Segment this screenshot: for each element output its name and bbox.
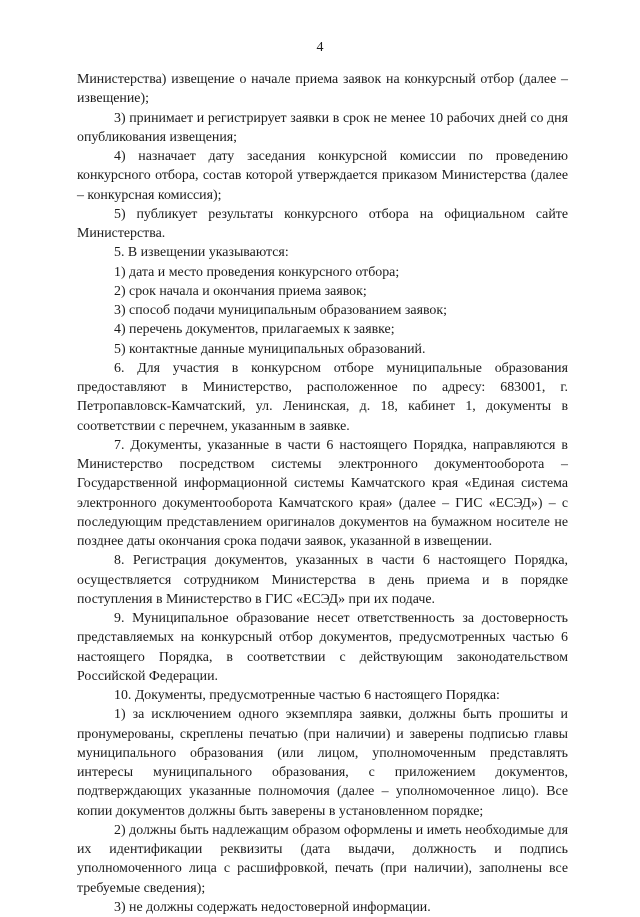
paragraph-item-4-commission-date: 4) назначает дату заседания конкурсной комиссии по проведению конкурсного отбора, состав которой утверждается приказом Министерства (далее – конкурсная комиссия); <box>77 149 568 203</box>
paragraph-item-5-publish-results: 5) публикует результаты конкурсного отбора на официальном сайте Министерства. <box>77 206 568 241</box>
paragraph-section-5: 5. В извещении указываются: <box>114 245 289 261</box>
paragraph-section-10-item-3: 3) не должны содержать недостоверной информации. <box>114 899 431 915</box>
paragraph-section-5-item-3: 3) способ подачи муниципальным образованием заявок; <box>114 303 447 318</box>
paragraph-section-10-item-1: 1) за исключением одного экземпляра заявки, должны быть прошиты и пронумерованы, скреплены печатью (при наличии) и заверены подписью главы муниципального образования (или лицом, уполномоченным представлять интересы муниципального образования, с приложением документов, подтверждающих указанные полномочия (далее – уполномоченное лицо). Все копии документов должны быть заверены в установленном порядке; <box>77 707 568 819</box>
page-number: 4 <box>316 40 324 55</box>
paragraph-section-10: 10. Документы, предусмотренные частью 6 настоящего Порядка: <box>114 688 500 703</box>
paragraph-section-5-item-2: 2) срок начала и окончания приема заявок; <box>114 283 367 299</box>
paragraph-section-9: 9. Муниципальное образование несет ответственность за достоверность представляемых на конкурсный отбор документов, предусмотренных частью 6 настоящего Порядка, в соответствии с действующим законодательством Российской Федерации. <box>77 611 568 684</box>
paragraph-section-8: 8. Регистрация документов, указанных в части 6 настоящего Порядка, осуществляется сотрудником Министерства в день приема и в порядке поступления в Министерство в ГИС «ЕСЭД» при их подаче. <box>77 553 568 607</box>
paragraph-section-10-item-2: 2) должны быть надлежащим образом оформлены и иметь необходимые для их идентификации реквизиты (дата выдачи, должность и подпись уполномоченного лица с расшифровкой, печать (при наличии), заполнены все требуемые сведения); <box>77 822 568 896</box>
paragraph-continuation: Министерства) извещение о начале приема заявок на конкурсный отбор (далее – извещение); <box>77 72 568 107</box>
document-body <box>77 70 568 917</box>
paragraph-section-5-item-1: 1) дата и место проведения конкурсного отбора; <box>114 264 400 280</box>
paragraph-item-3-accept-register: 3) принимает и регистрирует заявки в срок не менее 10 рабочих дней со дня опубликования извещения; <box>77 110 568 145</box>
paragraph-section-5-item-4: 4) перечень документов, прилагаемых к заявке; <box>114 322 395 338</box>
paragraph-section-7: 7. Документы, указанные в части 6 настоящего Порядка, направляются в Министерство посредством системы электронного документооборота – Государственной информационной системы Камчатского края «Единая система электронного документооборота Камчатского края» (далее – ГИС «ЕСЭД») – с последующим представлением оригиналов документов на бумажном носителе не позднее даты окончания срока подачи заявок, указанной в извещении. <box>77 437 568 549</box>
paragraph-section-6: 6. Для участия в конкурсном отборе муниципальные образования предоставляют в Министерство, расположенное по адресу: 683001, г. Петропавловск-Камчатский, ул. Ленинская, д. 18, кабинет 1, документы в соответствии с перечнем, указанным в заявке. <box>77 360 568 434</box>
paragraph-section-5-item-5: 5) контактные данные муниципальных образований. <box>114 341 426 357</box>
